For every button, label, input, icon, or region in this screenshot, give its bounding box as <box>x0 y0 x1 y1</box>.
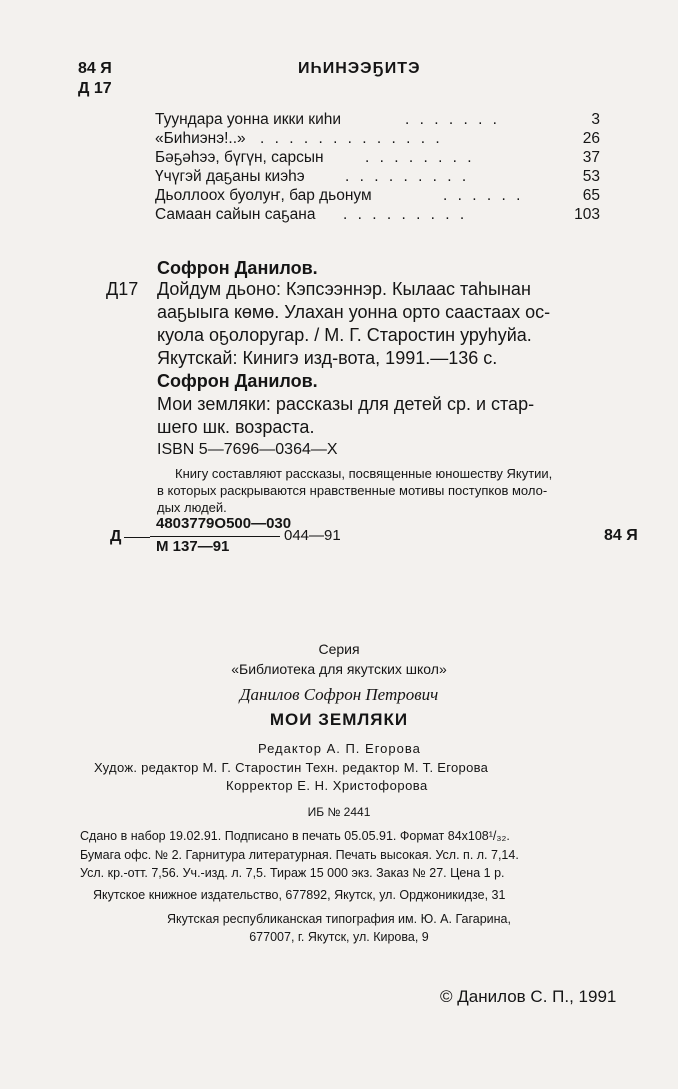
catalog-line: Якутскай: Кинигэ изд-вота, 1991.—136 с. <box>157 348 498 368</box>
toc-leader: . . . . . . . <box>405 111 500 128</box>
catalog-line: Дойдум дьоно: Кэпсээннэр. Кылаас таһынан <box>157 279 531 299</box>
classification-code: 84 Я <box>78 60 112 77</box>
toc-title: «Биһиэнэ!..» <box>155 130 246 147</box>
toc-row <box>155 206 600 228</box>
toc-leader: . . . . . . . . <box>365 149 475 166</box>
annotation-line: дых людей. <box>157 500 227 515</box>
tech-line: Усл. кр.-отт. 7,56. Уч.-изд. л. 7,5. Тираж 15 000 экз. Заказ № 27. Цена 1 р. <box>80 866 505 880</box>
printer-line: 677007, г. Якутск, ул. Кирова, 9 <box>249 930 429 944</box>
toc-title: Самаан сайын саҕана <box>155 206 316 223</box>
author-full-name: Данилов Софрон Петрович <box>239 685 439 704</box>
copyright-notice: © Данилов С. П., 1991 <box>440 987 617 1006</box>
toc-leader: . . . . . . . . . . . . . <box>260 130 443 147</box>
catalog-index: Д17 <box>106 279 139 299</box>
tech-line: Сдано в набор 19.02.91. Подписано в печать 05.05.91. Формат 84х108¹/₃₂. <box>80 829 510 843</box>
toc-title: Дьоллоох буолуҥ, бар дьонум <box>155 187 372 204</box>
toc-leader: . . . . . . <box>443 187 524 204</box>
staff-editor: Редактор А. П. Егорова <box>258 741 421 756</box>
toc-page: 26 <box>582 130 600 147</box>
code-denominator: М 137—91 <box>156 538 230 555</box>
annotation-line: в которых раскрываются нравственные мотивы поступков моло- <box>157 483 548 498</box>
ib-number: ИБ № 2441 <box>307 805 371 819</box>
tech-line: Бумага офс. № 2. Гарнитура литературная. Печать высокая. Усл. п. л. 7,14. <box>80 848 519 862</box>
toc-title: Үчүгэй даҕаны киэһэ <box>155 168 305 185</box>
code-numerator: 4803779О500—030 <box>156 515 292 532</box>
toc-page: 53 <box>582 168 600 185</box>
staff-art-tech-editors: Худож. редактор М. Г. Старостин Техн. редактор М. Т. Егорова <box>94 760 489 775</box>
section-title: ИҺИНЭЭҔИТЭ <box>298 60 421 77</box>
series-name: «Библиотека для якутских школ» <box>231 661 447 677</box>
code-left: Д <box>110 528 122 545</box>
isbn: ISBN 5—7696—0364—X <box>157 441 338 458</box>
code-rule-left <box>124 537 150 538</box>
code-fraction-line <box>150 536 280 537</box>
index-code: Д 17 <box>78 80 112 97</box>
catalog-author-heading: Софрон Данилов. <box>157 258 318 278</box>
toc-title: Бәҕәһээ, бүгүн, сарсын <box>155 149 324 166</box>
catalog-line: куола оҕолоругар. / М. Г. Старостин уруһуйа. <box>157 325 532 345</box>
series-label: Серия <box>318 641 360 657</box>
catalog-author-heading-ru: Софрон Данилов. <box>157 371 318 391</box>
code-suffix: 044—91 <box>284 527 341 544</box>
toc-page: 37 <box>582 149 600 166</box>
annotation-line: Книгу составляют рассказы, посвященные юношеству Якутии, <box>175 466 553 481</box>
toc-leader: . . . . . . . . . <box>345 168 470 185</box>
toc-page: 103 <box>574 206 600 223</box>
book-title: МОИ ЗЕМЛЯКИ <box>269 710 409 729</box>
toc-page: 3 <box>591 111 600 128</box>
catalog-line-ru: шего шк. возраста. <box>157 417 315 437</box>
toc-leader: . . . . . . . . . <box>343 206 468 223</box>
printer-line: Якутская республиканская типография им. Ю. А. Гагарина, <box>167 912 511 926</box>
publisher-address: Якутское книжное издательство, 677892, Якутск, ул. Орджоникидзе, 31 <box>93 888 506 902</box>
toc-page: 65 <box>582 187 600 204</box>
toc-title: Туундара уонна икки киһи <box>155 111 341 128</box>
catalog-line: ааҕыыга көмө. Улахан уонна орто саастаах ос- <box>157 302 551 322</box>
staff-proofreader: Корректор Е. Н. Христофорова <box>226 778 428 793</box>
code-right: 84 Я <box>604 527 638 544</box>
catalog-line-ru: Мои земляки: рассказы для детей ср. и стар- <box>157 394 535 414</box>
